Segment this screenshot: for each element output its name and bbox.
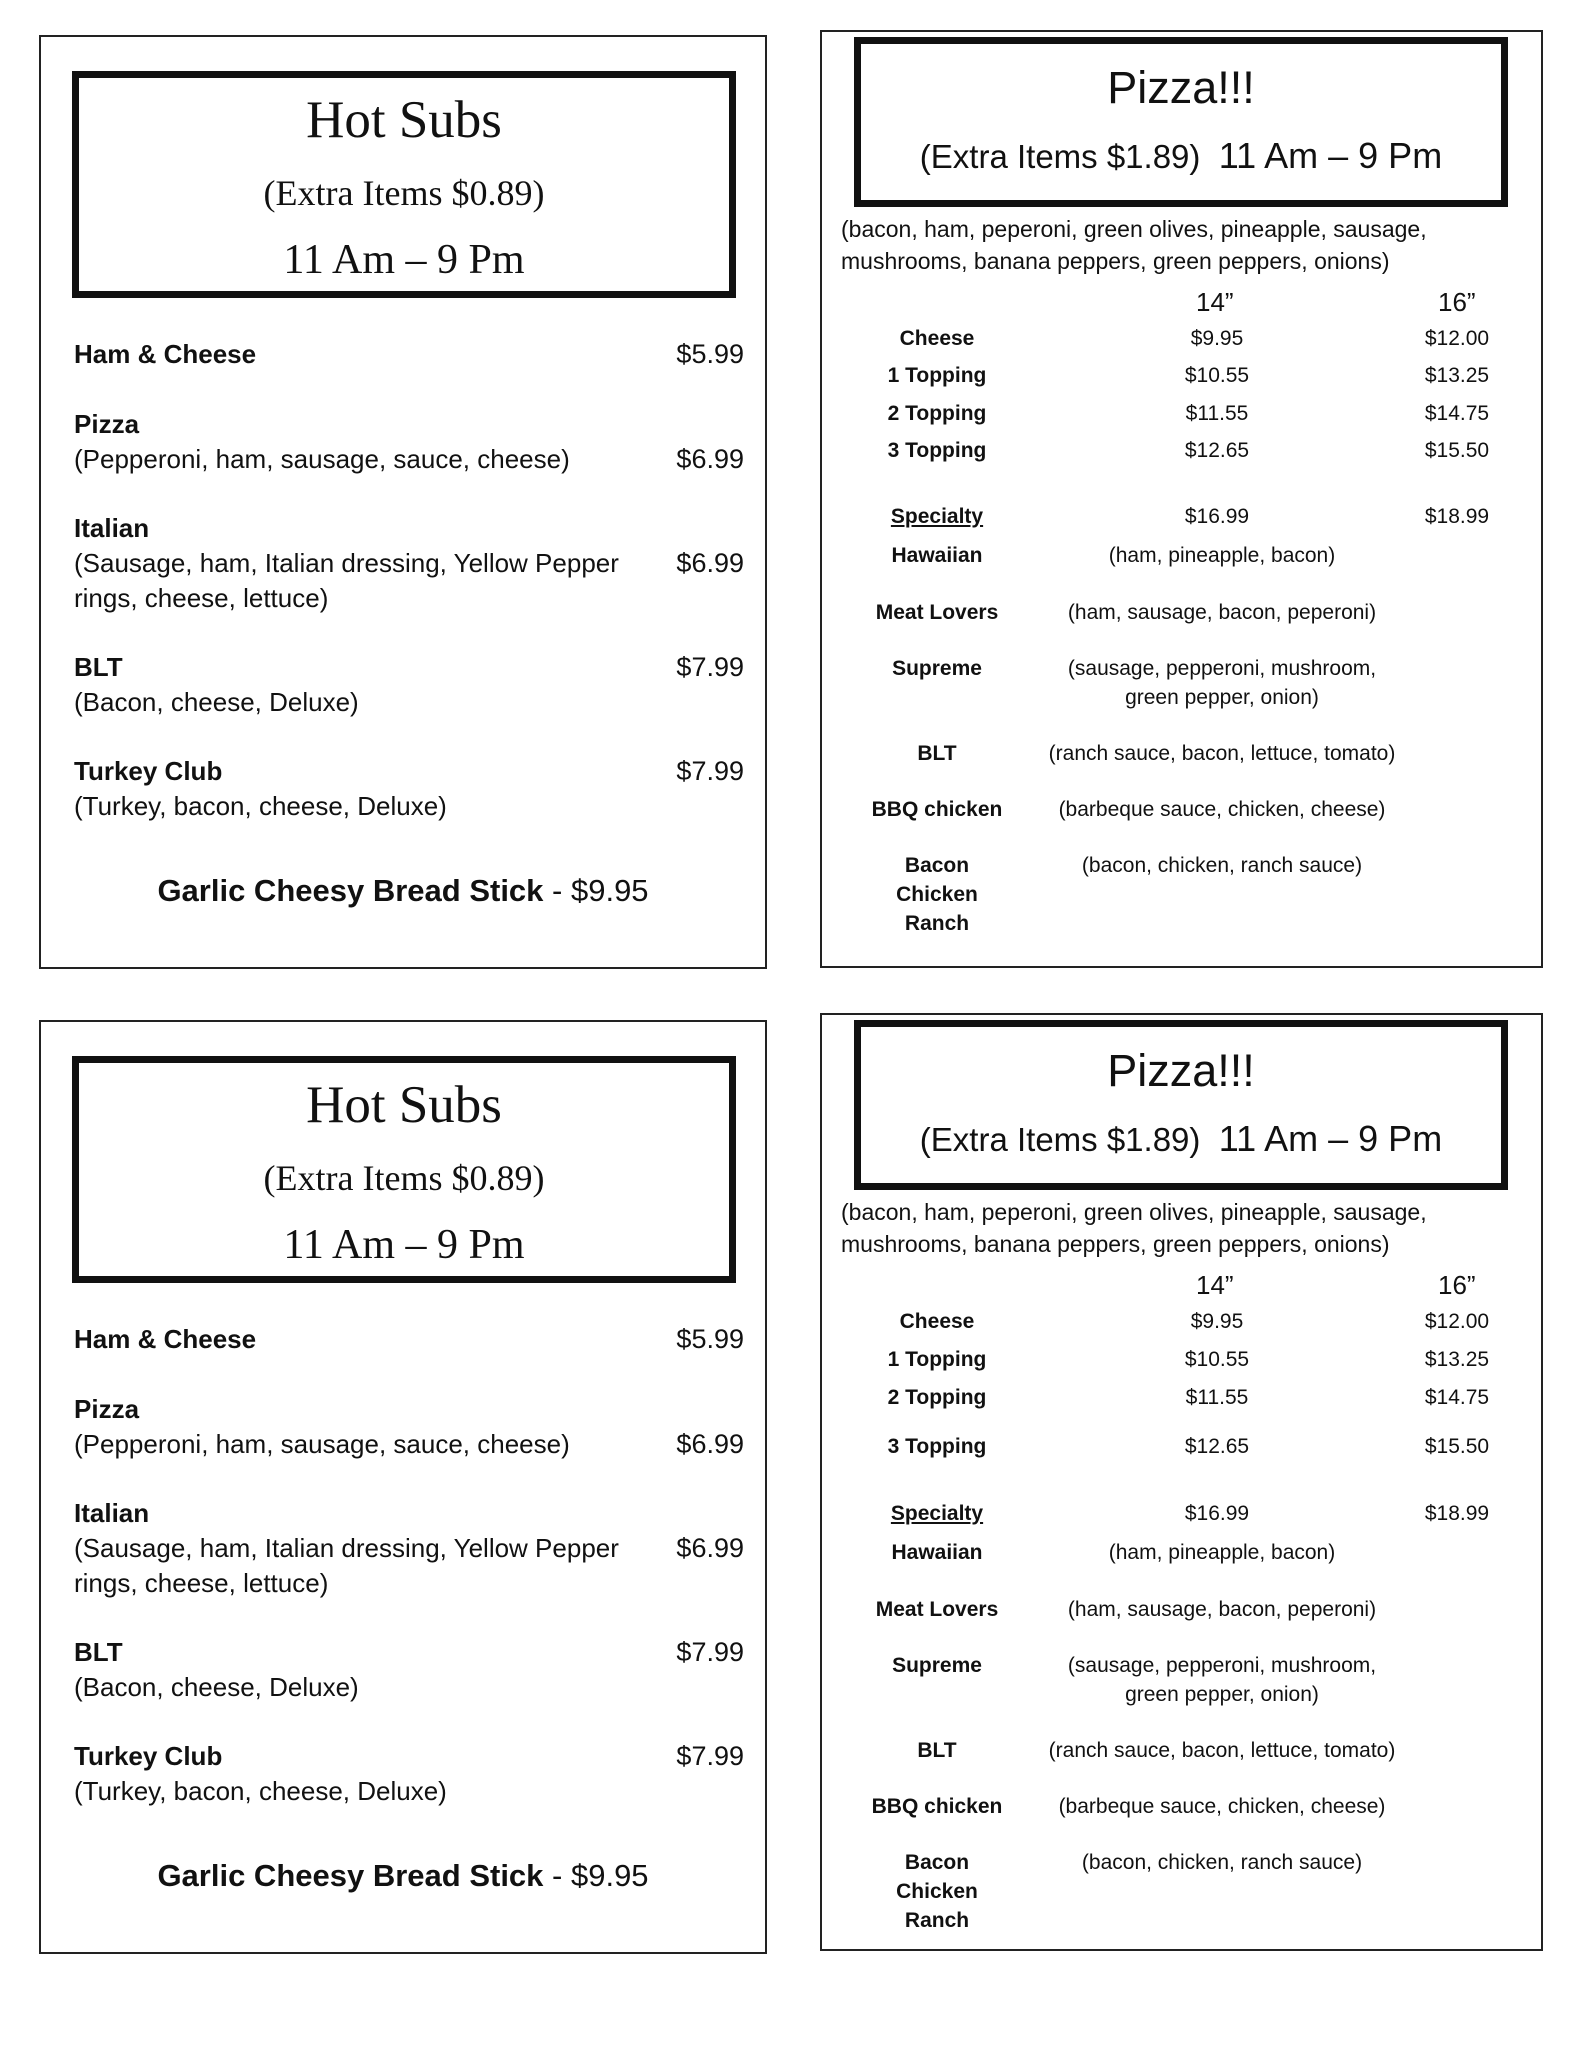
item-description: (Turkey, bacon, cheese, Deluxe) <box>74 1776 447 1806</box>
size-16-header: 16” <box>1438 1270 1476 1300</box>
menu-item <box>74 1392 744 1462</box>
item-price: $6.99 <box>676 1533 744 1563</box>
bread-stick-price: - $9.95 <box>543 873 649 908</box>
item-name: BLT <box>74 1637 123 1667</box>
row-label: 2 Topping <box>887 1386 987 1409</box>
item-description: (Pepperoni, ham, sausage, sauce, cheese) <box>74 1429 570 1459</box>
price-16: $12.00 <box>1424 327 1490 350</box>
specialty-name: Supreme <box>892 657 982 680</box>
item-price: $6.99 <box>676 548 744 578</box>
menu-item <box>74 1496 744 1601</box>
specialty-name: BBQ chicken <box>871 1795 1003 1818</box>
item-price: $6.99 <box>676 444 744 474</box>
hot-subs-hours: 11 Am – 9 Pm <box>283 237 525 283</box>
menu-item <box>74 407 744 477</box>
item-name: Ham & Cheese <box>74 339 257 369</box>
item-name: Pizza <box>74 1394 140 1424</box>
hot-subs-card-bottom <box>39 1020 767 1954</box>
menu-item <box>74 1739 744 1809</box>
item-price: $6.99 <box>676 1429 744 1459</box>
item-name: Turkey Club <box>74 1741 223 1771</box>
hot-subs-hours: 11 Am – 9 Pm <box>283 1222 525 1268</box>
row-label: 1 Topping <box>887 1348 987 1371</box>
menu-item <box>74 511 744 616</box>
specialty-description: (ham, pineapple, bacon) <box>1108 544 1336 567</box>
hot-subs-extra-price: (Extra Items $0.89) <box>263 173 545 213</box>
pizza-title: Pizza!!! <box>1107 1045 1255 1096</box>
item-description: (Bacon, cheese, Deluxe) <box>74 687 359 717</box>
item-description: (Bacon, cheese, Deluxe) <box>74 1672 359 1702</box>
specialty-description: (ham, sausage, bacon, peperoni) <box>1067 1598 1377 1621</box>
item-name: Turkey Club <box>74 756 223 786</box>
specialty-name: Bacon Chicken Ranch <box>896 854 978 935</box>
specialty-description: (barbeque sauce, chicken, cheese) <box>1058 798 1386 821</box>
hot-subs-title: Hot Subs <box>306 1076 502 1134</box>
bread-stick-price: - $9.95 <box>543 1858 649 1893</box>
pizza-title: Pizza!!! <box>1107 62 1255 113</box>
specialty-label: Specialty <box>890 505 984 528</box>
specialty-name: BLT <box>917 1739 957 1762</box>
specialty-price-16: $18.99 <box>1424 1502 1490 1525</box>
price-16: $15.50 <box>1424 439 1490 462</box>
price-16: $13.25 <box>1424 1348 1490 1371</box>
pizza-header <box>854 37 1508 207</box>
hot-subs-card-top <box>39 35 767 969</box>
item-name: Italian <box>74 513 150 543</box>
price-16: $12.00 <box>1424 1310 1490 1333</box>
pizza-extra-price: (Extra Items $1.89) <box>919 138 1201 175</box>
price-14: $11.55 <box>1185 1386 1249 1409</box>
row-label: Cheese <box>899 1310 975 1333</box>
item-price: $7.99 <box>676 756 744 786</box>
menu-item <box>74 337 744 372</box>
item-price: $7.99 <box>676 1637 744 1667</box>
specialty-name: BLT <box>917 742 957 765</box>
row-label: 3 Topping <box>887 1435 987 1458</box>
specialty-price-16: $18.99 <box>1424 505 1490 528</box>
bread-stick-line <box>41 873 765 909</box>
size-14-header: 14” <box>1196 1270 1234 1300</box>
pizza-hours: 11 Am – 9 Pm <box>1218 135 1443 176</box>
item-price: $7.99 <box>676 652 744 682</box>
specialty-description: (bacon, chicken, ranch sauce) <box>1081 1851 1363 1874</box>
specialty-description: (ranch sauce, bacon, lettuce, tomato) <box>1048 742 1396 765</box>
pizza-toppings-list: (bacon, ham, peperoni, green olives, pineapple, sausage, mushrooms, banana peppers, green peppers, onions) <box>841 216 1427 274</box>
specialty-description: (bacon, chicken, ranch sauce) <box>1081 854 1363 877</box>
menu-item <box>74 650 744 720</box>
item-name: Italian <box>74 1498 150 1528</box>
specialty-name: BBQ chicken <box>871 798 1003 821</box>
row-label: Cheese <box>899 327 975 350</box>
pizza-card-bottom <box>820 1013 1543 1951</box>
price-14: $10.55 <box>1184 1348 1250 1371</box>
price-14: $11.55 <box>1185 402 1249 425</box>
price-16: $14.75 <box>1424 402 1490 425</box>
item-price: $7.99 <box>676 1741 744 1771</box>
specialty-description: (sausage, pepperoni, mushroom, green pepper, onion) <box>1067 657 1377 709</box>
specialty-name: Meat Lovers <box>875 601 999 624</box>
item-description: (Sausage, ham, Italian dressing, Yellow Pepper rings, cheese, lettuce) <box>74 1533 619 1598</box>
price-16: $15.50 <box>1424 1435 1490 1458</box>
price-16: $14.75 <box>1424 1386 1490 1409</box>
item-price: $5.99 <box>676 1324 744 1354</box>
pizza-extra-hours <box>861 1117 1501 1162</box>
pizza-toppings-list: (bacon, ham, peperoni, green olives, pineapple, sausage, mushrooms, banana peppers, green peppers, onions) <box>841 1199 1427 1257</box>
specialty-name: Bacon Chicken Ranch <box>896 1851 978 1932</box>
item-name: Ham & Cheese <box>74 1324 257 1354</box>
pizza-card-top <box>820 30 1543 968</box>
hot-subs-header <box>72 1056 736 1283</box>
row-label: 1 Topping <box>887 364 987 387</box>
specialty-description: (ham, sausage, bacon, peperoni) <box>1067 601 1377 624</box>
row-label: 3 Topping <box>887 439 987 462</box>
item-description: (Turkey, bacon, cheese, Deluxe) <box>74 791 447 821</box>
specialty-label: Specialty <box>890 1502 984 1525</box>
row-label: 2 Topping <box>887 402 987 425</box>
item-description: (Sausage, ham, Italian dressing, Yellow Pepper rings, cheese, lettuce) <box>74 548 619 613</box>
item-price: $5.99 <box>676 339 744 369</box>
bread-stick-name: Garlic Cheesy Bread Stick <box>157 1858 544 1893</box>
specialty-name: Meat Lovers <box>875 1598 999 1621</box>
price-14: $10.55 <box>1184 364 1250 387</box>
item-name: BLT <box>74 652 123 682</box>
size-14-header: 14” <box>1196 287 1234 317</box>
item-description: (Pepperoni, ham, sausage, sauce, cheese) <box>74 444 570 474</box>
price-14: $9.95 <box>1190 1310 1244 1333</box>
specialty-name: Hawaiian <box>891 1541 983 1564</box>
pizza-header <box>854 1020 1508 1190</box>
specialty-price-14: $16.99 <box>1184 505 1250 528</box>
hot-subs-header <box>72 71 736 298</box>
menu-item <box>74 754 744 824</box>
price-14: $12.65 <box>1184 1435 1250 1458</box>
specialty-price-14: $16.99 <box>1184 1502 1250 1525</box>
menu-item <box>74 1635 744 1705</box>
hot-subs-title: Hot Subs <box>306 91 502 149</box>
pizza-hours: 11 Am – 9 Pm <box>1218 1118 1443 1159</box>
pizza-extra-hours <box>861 134 1501 179</box>
bread-stick-line <box>41 1858 765 1894</box>
specialty-description: (sausage, pepperoni, mushroom, green pepper, onion) <box>1067 1654 1377 1706</box>
item-name: Pizza <box>74 409 140 439</box>
bread-stick-name: Garlic Cheesy Bread Stick <box>157 873 544 908</box>
price-14: $12.65 <box>1184 439 1250 462</box>
pizza-extra-price: (Extra Items $1.89) <box>919 1121 1201 1158</box>
price-14: $9.95 <box>1190 327 1244 350</box>
specialty-description: (ham, pineapple, bacon) <box>1108 1541 1336 1564</box>
specialty-description: (ranch sauce, bacon, lettuce, tomato) <box>1048 1739 1396 1762</box>
specialty-description: (barbeque sauce, chicken, cheese) <box>1058 1795 1386 1818</box>
menu-item <box>74 1322 744 1357</box>
size-16-header: 16” <box>1438 287 1476 317</box>
hot-subs-extra-price: (Extra Items $0.89) <box>263 1158 545 1198</box>
price-16: $13.25 <box>1424 364 1490 387</box>
specialty-name: Supreme <box>892 1654 982 1677</box>
specialty-name: Hawaiian <box>891 544 983 567</box>
